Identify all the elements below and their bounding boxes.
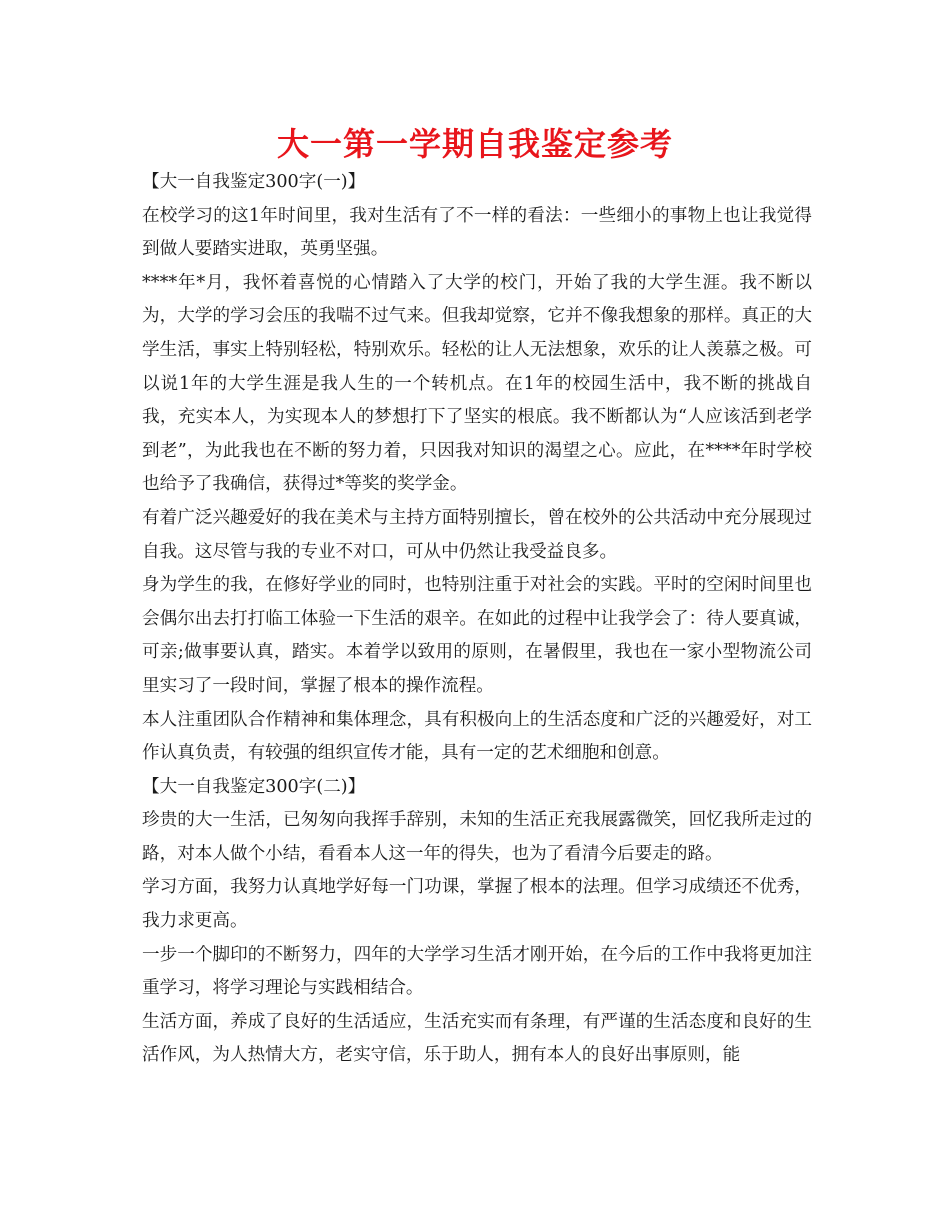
section-heading: 【大一自我鉴定300字(二)】: [142, 776, 366, 797]
paragraph: 有着广泛兴趣爱好的我在美术与主持方面特别擅长，曾在校外的公共活动中充分展现过自我。这尽管与我的专业不对口，可从中仍然让我受益良多。: [142, 507, 812, 562]
paragraph: ****年*月，我怀着喜悦的心情踏入了大学的校门，开始了我的大学生涯。我不断以为，大学的学习会压的我喘不过气来。但我却觉察，它并不像我想象的那样。真正的大学生活，事实上特别轻松，特别欢乐。轻松的让人无法想象，欢乐的让人羡慕之极。可以说1年的大学生涯是我人生的一个转机点。在1年的校园生活中，我不断的挑战自我，充实本人，为实现本人的梦想打下了坚实的根底。我不断都认为“人应该活到老学到老”，为此我也在不断的努力着，只因我对知识的渴望之心。应此，在****年时学校也给予了我确信，获得过*等奖的奖学金。: [142, 272, 812, 495]
paragraph: 学习方面，我努力认真地学好每一门功课，掌握了根本的法理。但学习成绩还不优秀，我力求更高。: [142, 877, 812, 932]
paragraph: 在校学习的这1年时间里，我对生活有了不一样的看法：一些细小的事物上也让我觉得到做人要踏实进取，英勇坚强。: [142, 205, 812, 260]
section-heading: 【大一自我鉴定300字(一)】: [142, 172, 366, 192]
paragraph: 本人注重团队合作精神和集体理念，具有积极向上的生活态度和广泛的兴趣爱好，对工作认真负责，有较强的组织宣传才能，具有一定的艺术细胞和创意。: [142, 709, 812, 764]
document-body: [142, 166, 812, 1073]
paragraph: 一步一个脚印的不断努力，四年的大学学习生活才刚开始，在今后的工作中我将更加注重学习，将学习理论与实践相结合。: [142, 944, 812, 999]
paragraph: 生活方面，养成了良好的生活适应，生活充实而有条理，有严谨的生活态度和良好的生活作风，为人热情大方，老实守信，乐于助人，拥有本人的良好出事原则，能: [142, 1011, 812, 1066]
paragraph: 珍贵的大一生活，已匆匆向我挥手辞别，未知的生活正充我展露微笑，回忆我所走过的路，对本人做个小结，看看本人这一年的得失，也为了看清今后要走的路。: [142, 810, 812, 864]
paragraph: 身为学生的我，在修好学业的同时，也特别注重于对社会的实践。平时的空闲时间里也会偶尔出去打打临工体验一下生活的艰辛。在如此的过程中让我学会了：待人要真诚，可亲;做事要认真，踏实。本着学以致用的原则，在暑假里，我也在一家小型物流公司里实习了一段时间，掌握了根本的操作流程。: [142, 575, 812, 696]
document-title: 大一第一学期自我鉴定参考: [276, 125, 673, 163]
